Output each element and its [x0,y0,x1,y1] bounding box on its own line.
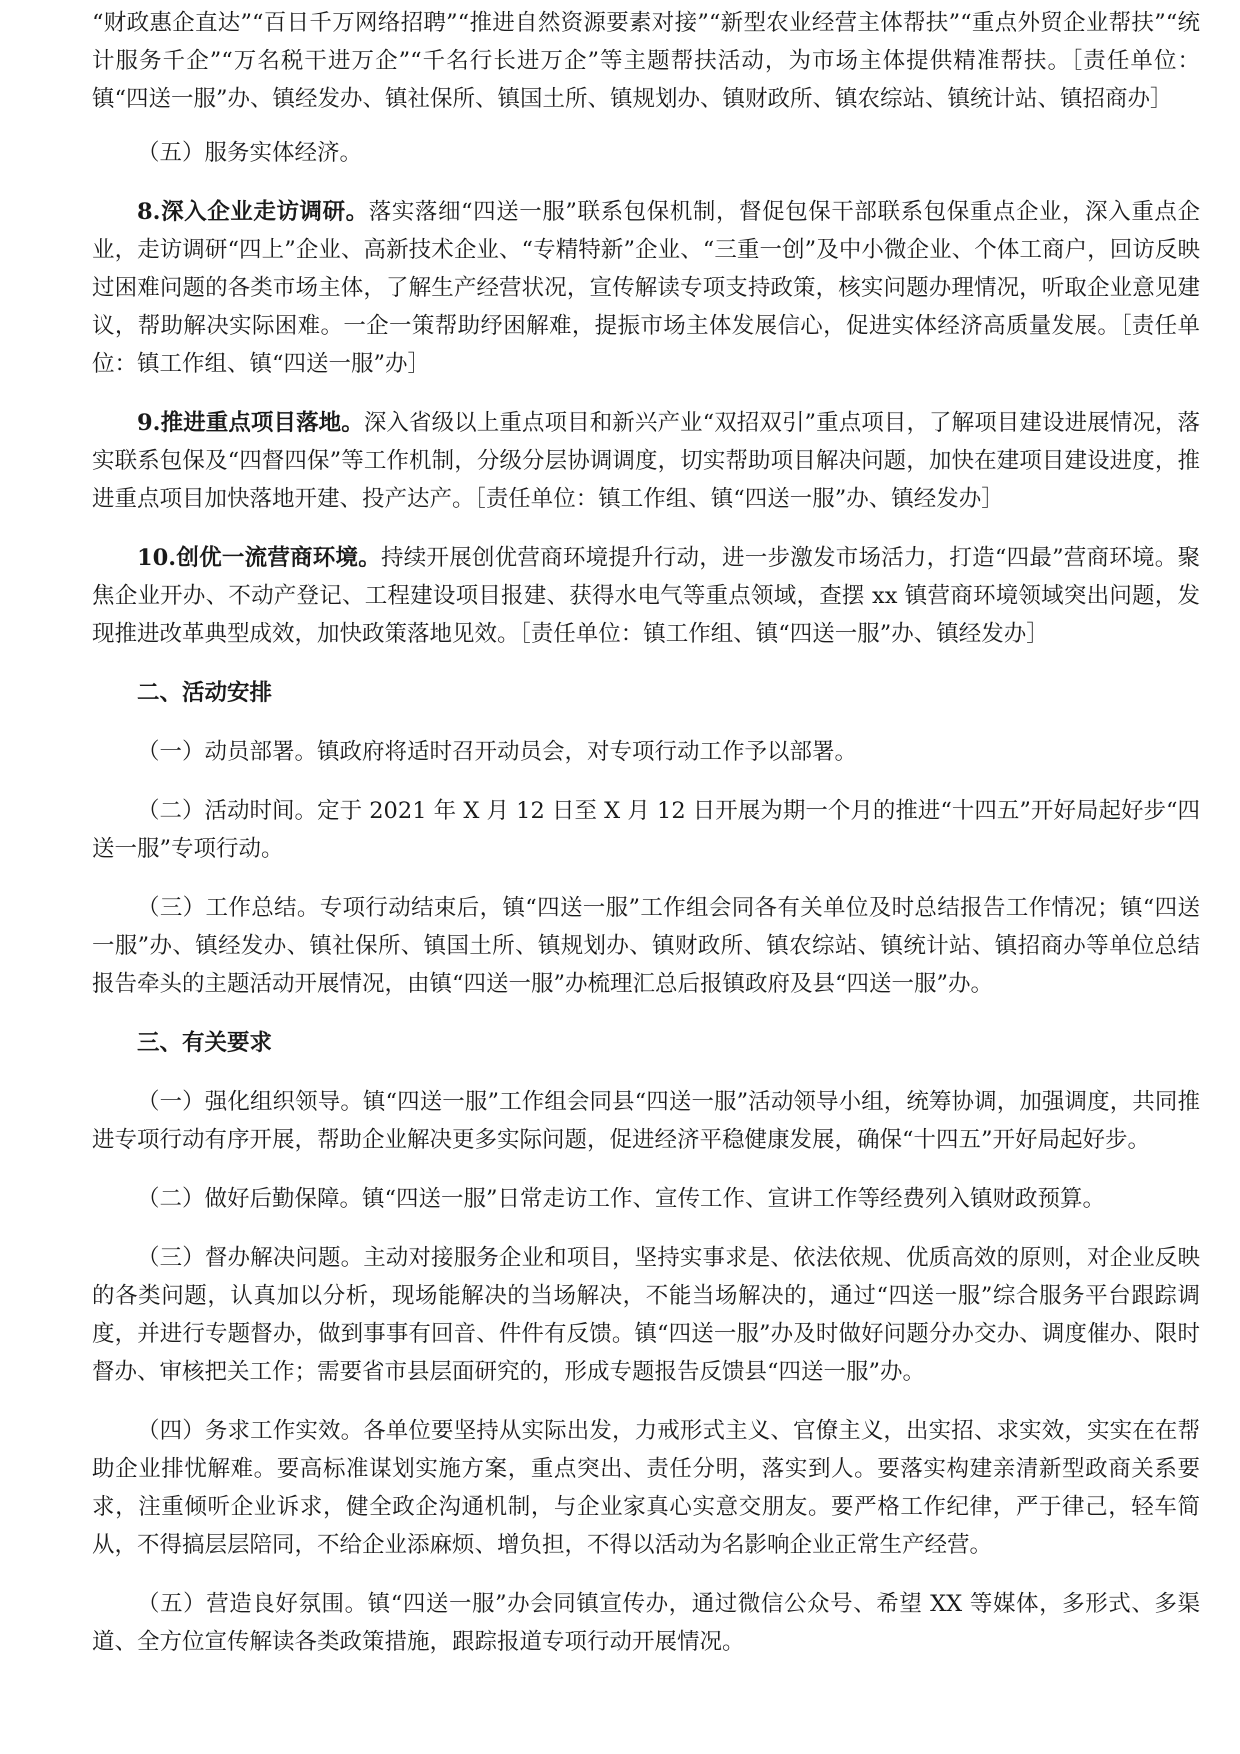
section-heading: 三、有关要求 [137,1030,273,1056]
item-title: 9.推进重点项目落地。 [137,410,364,436]
item-body: 落实落细“四送一服”联系包保机制，督促包保干部联系包保重点企业，深入重点企业，走访调研“四上”企业、高新技术企业、“专精特新”企业、“三重一创”及中小微企业、个体工商户，回访反映过困难问题的各类市场主体，了解生产经营状况，宣传解读专项支持政策，核实问题办理情况，听取企业意见建议，帮助解决实际困难。一企一策帮助纾困解难，提振市场主体发展信心，促进实体经济高质量发展。［责任单位：镇工作组、镇“四送一服”办］ [92,199,1200,377]
body-paragraph: （五）营造良好氛围。镇“四送一服”办会同镇宣传办，通过微信公众号、希望 XX 等媒体，多形式、多渠道、全方位宣传解读各类政策措施，跟踪报道专项行动开展情况。 [92,1591,1200,1655]
body-paragraph: （三）工作总结。专项行动结束后，镇“四送一服”工作组会同各有关单位及时总结报告工作情况；镇“四送一服”办、镇经发办、镇社保所、镇国土所、镇规划办、镇财政所、镇农综站、镇统计站、镇招商办等单位总结报告牵头的主题活动开展情况，由镇“四送一服”办梳理汇总后报镇政府及县“四送一服”办。 [92,895,1200,997]
body-paragraph: （二）活动时间。定于 2021 年 X 月 12 日至 X 月 12 日开展为期一个月的推进“十四五”开好局起好步“四送一服”专项行动。 [92,798,1200,862]
item-body: 持续开展创优营商环境提升行动，进一步激发市场活力，打造“四最”营商环境。聚焦企业开办、不动产登记、工程建设项目报建、获得水电气等重点领域，查摆 xx 镇营商环境领域突出问题，发现推进改革典型成效，加快政策落地见效。［责任单位：镇工作组、镇“四送一服”办、镇经发办］ [92,545,1200,647]
body-paragraph: （二）做好后勤保障。镇“四送一服”日常走访工作、宣传工作、宣讲工作等经费列入镇财政预算。 [137,1186,1106,1212]
body-paragraph: （四）务求工作实效。各单位要坚持从实际出发，力戒形式主义、官僚主义，出实招、求实效，实实在在帮助企业排忧解难。要高标准谋划实施方案，重点突出、责任分明，落实到人。要落实构建亲清新型政商关系要求，注重倾听企业诉求，健全政企沟通机制，与企业家真心实意交朋友。要严格工作纪律，严于律己，轻车简从，不得搞层层陪同，不给企业添麻烦、增负担，不得以活动为名影响企业正常生产经营。 [92,1418,1200,1558]
continuation-paragraph: “财政惠企直达”“百日千万网络招聘”“推进自然资源要素对接”“新型农业经营主体帮扶”“重点外贸企业帮扶”“统计服务千企”“万名税干进万企”“千名行长进万企”等主题帮扶活动，为市场主体提供精准帮扶。［责任单位：镇“四送一服”办、镇经发办、镇社保所、镇国土所、镇规划办、镇财政所、镇农综站、镇统计站、镇招商办］ [92,10,1200,112]
body-paragraph: （一）动员部署。镇政府将适时召开动员会，对专项行动工作予以部署。 [137,739,858,765]
subsection-heading: （五）服务实体经济。 [137,140,363,166]
section-heading: 二、活动安排 [137,680,273,706]
item-paragraph-8 [92,193,1200,383]
body-paragraph: （三）督办解决问题。主动对接服务企业和项目，坚持实事求是、依法依规、优质高效的原则，对企业反映的各类问题，认真加以分析，现场能解决的当场解决，不能当场解决的，通过“四送一服”综合服务平台跟踪调度，并进行专题督办，做到事事有回音、件件有反馈。镇“四送一服”办及时做好问题分办交办、调度催办、限时督办、审核把关工作；需要省市县层面研究的，形成专题报告反馈县“四送一服”办。 [92,1245,1200,1385]
item-paragraph-10 [92,539,1200,653]
item-title: 10.创优一流营商环境。 [137,545,381,571]
item-title: 8.深入企业走访调研。 [137,199,369,225]
item-paragraph-9 [92,404,1200,518]
document-page [92,0,1200,1661]
body-paragraph: （一）强化组织领导。镇“四送一服”工作组会同县“四送一服”活动领导小组，统筹协调，加强调度，共同推进专项行动有序开展，帮助企业解决更多实际问题，促进经济平稳健康发展，确保“十四五”开好局起好步。 [92,1089,1200,1153]
item-body: 深入省级以上重点项目和新兴产业“双招双引”重点项目，了解项目建设进展情况，落实联系包保及“四督四保”等工作机制，分级分层协调调度，切实帮助项目解决问题，加快在建项目建设进度，推进重点项目加快落地开建、投产达产。［责任单位：镇工作组、镇“四送一服”办、镇经发办］ [92,410,1200,512]
